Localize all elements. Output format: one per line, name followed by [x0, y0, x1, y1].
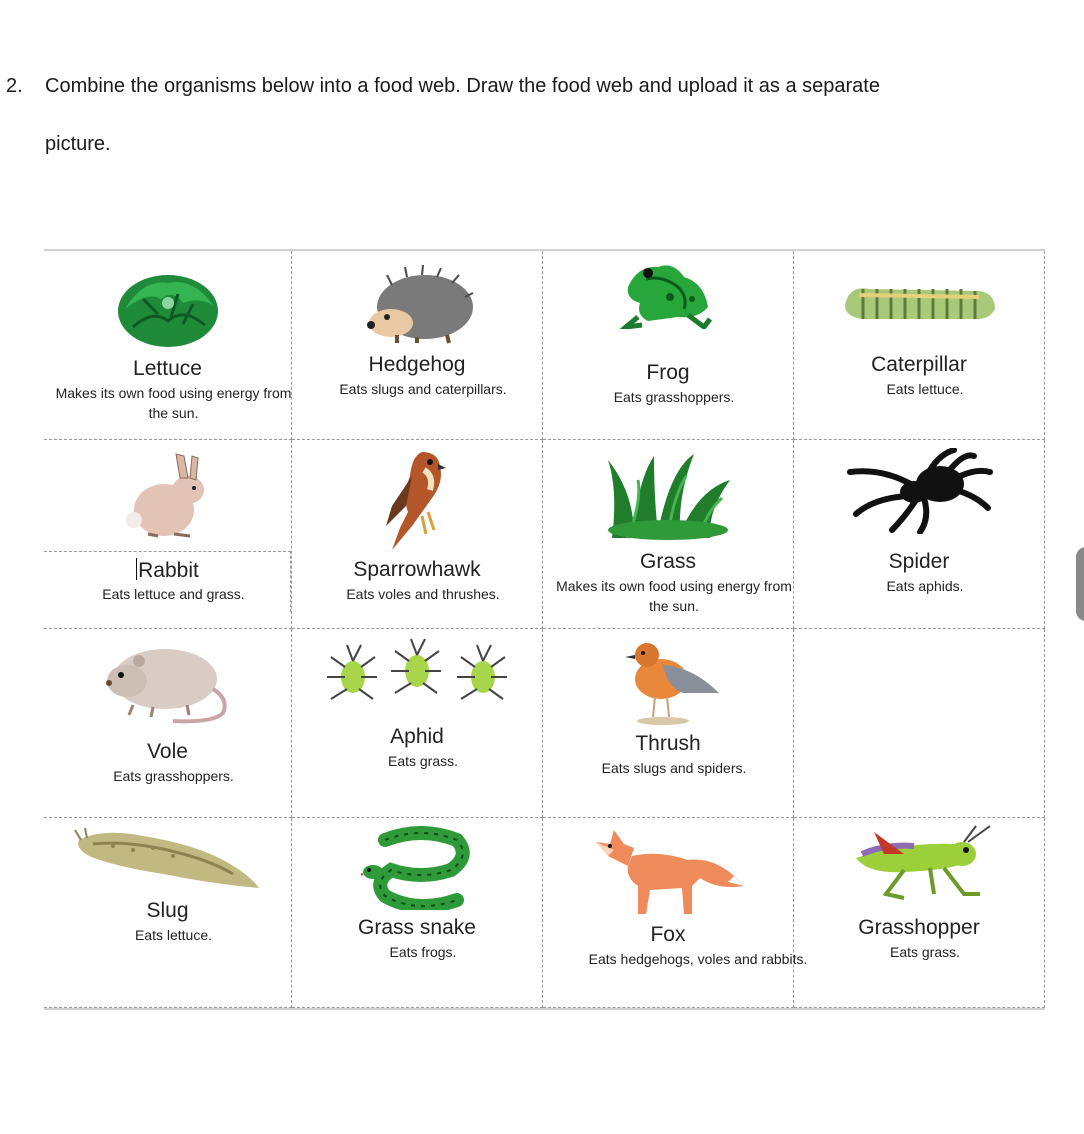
- card-name: Caterpillar: [871, 353, 967, 376]
- grass-icon: [543, 450, 793, 542]
- card-description: Eats voles and thrushes.: [346, 586, 500, 602]
- lettuce-icon: [44, 269, 291, 349]
- card-vole: [44, 629, 292, 818]
- card-description: Eats grasshoppers.: [613, 389, 735, 405]
- card-grass: [543, 440, 794, 629]
- card-name: Slug: [146, 899, 189, 922]
- card-sparrowhawk: [292, 440, 543, 629]
- card-description: Eats lettuce.: [886, 381, 964, 397]
- question-number: 2.: [6, 75, 23, 97]
- card-description: Eats lettuce.: [134, 927, 213, 943]
- card-name: Aphid: [390, 725, 444, 748]
- card-grasshopper: [794, 818, 1045, 1008]
- card-caterpillar: [794, 251, 1045, 440]
- card-fox: [543, 818, 808, 1008]
- frog-icon: [543, 257, 793, 329]
- card-empty: [794, 629, 1045, 818]
- card-name: Spider: [888, 550, 950, 573]
- card-frog: [543, 251, 794, 440]
- card-grass-snake: [292, 818, 543, 1008]
- card-name: Frog: [646, 361, 690, 384]
- card-name: Grass snake: [358, 916, 476, 939]
- card-slug: [44, 818, 292, 1008]
- card-description: Eats slugs and spiders.: [601, 760, 747, 776]
- organism-card-grid: [44, 249, 1045, 1010]
- card-name: Grasshopper: [858, 916, 980, 939]
- card-aphid: [292, 629, 543, 818]
- grasshopper-icon: [794, 824, 1044, 900]
- text-cursor: [136, 558, 137, 580]
- card-name: Lettuce: [133, 357, 202, 380]
- card-thrush: [543, 629, 794, 818]
- card-description: Makes its own food using energy from the sun.: [55, 385, 292, 421]
- card-name: Sparrowhawk: [353, 558, 481, 581]
- card-description: Eats frogs.: [389, 944, 457, 960]
- card-description: Eats slugs and caterpillars.: [339, 381, 507, 397]
- side-panel-tab[interactable]: [1076, 547, 1084, 621]
- card-description: Eats aphids.: [886, 578, 964, 594]
- spider-icon: [794, 448, 1044, 534]
- card-description: Eats grass.: [889, 944, 961, 960]
- card-name: Grass: [639, 550, 696, 573]
- card-description: Eats grasshoppers.: [113, 768, 234, 784]
- card-description: Eats hedgehogs, voles and rabbits.: [588, 951, 808, 967]
- card-lettuce: [44, 251, 292, 440]
- card-rabbit: [44, 440, 292, 629]
- hedgehog-icon: [292, 265, 542, 345]
- card-name: Thrush: [635, 732, 701, 755]
- snake-icon: [292, 826, 542, 910]
- vole-icon: [44, 639, 291, 729]
- rabbit-icon: [44, 450, 291, 542]
- thrush-icon: [543, 637, 793, 727]
- card-spider: [794, 440, 1045, 629]
- card-name: Hedgehog: [368, 353, 466, 376]
- slug-icon: [44, 826, 291, 892]
- question-text-line-1: Combine the organisms below into a food web. Draw the food web and upload it as a separate: [45, 75, 880, 97]
- aphid-icon: [292, 637, 542, 707]
- card-name: Vole: [147, 740, 188, 763]
- sparrowhawk-icon: [292, 446, 542, 554]
- fox-icon: [543, 826, 793, 918]
- card-hedgehog: [292, 251, 543, 440]
- card-name: Rabbit: [138, 559, 199, 582]
- card-description: Makes its own food using energy from the sun.: [556, 578, 792, 614]
- card-description: Eats grass.: [387, 753, 459, 769]
- card-description: Eats lettuce and grass.: [102, 586, 245, 602]
- caterpillar-icon: [794, 275, 1044, 325]
- card-name: Fox: [650, 923, 686, 946]
- question-text-line-2: picture.: [45, 133, 111, 155]
